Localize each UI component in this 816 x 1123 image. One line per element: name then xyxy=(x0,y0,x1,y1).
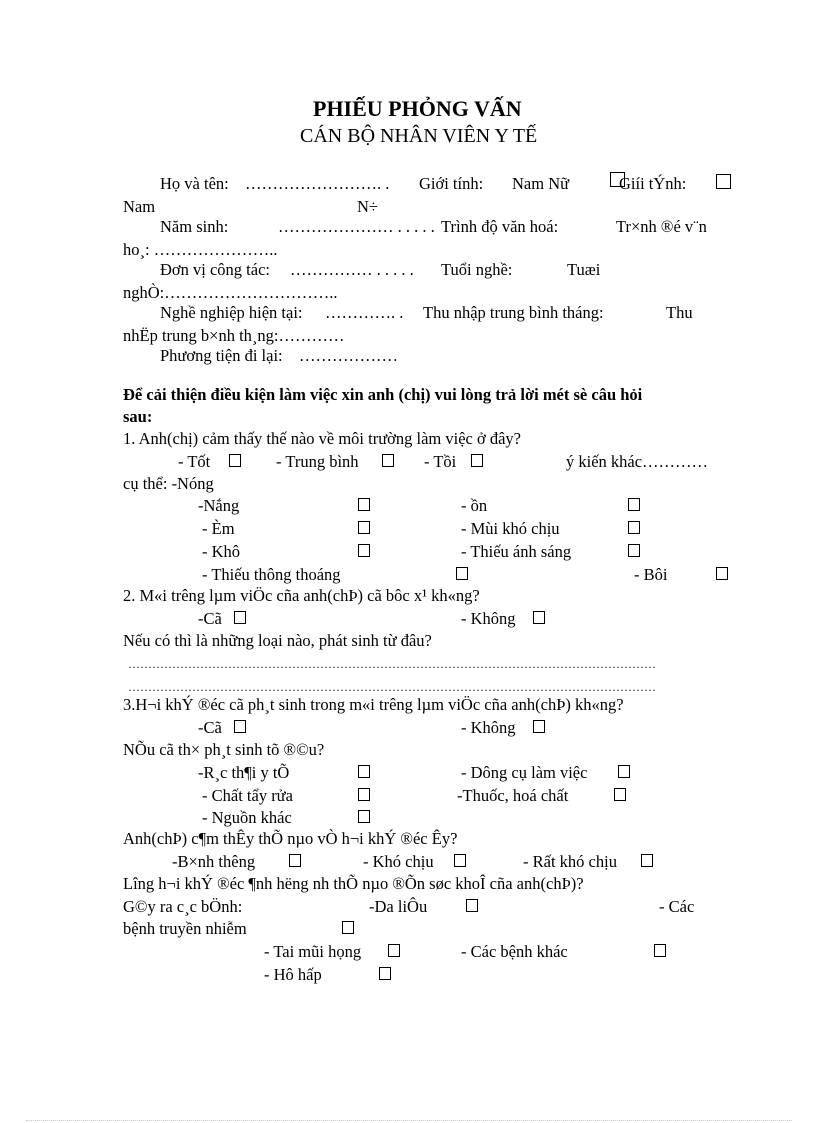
q3-source-tools: - Dông cụ làm việc xyxy=(461,763,588,782)
q3-effect-question: Lîng h¬i khÝ ®éc ¶nh hëng nh thÕ nµo ®Õn søc khoÎ cña anh(chÞ)? xyxy=(123,874,584,893)
q3-diseases-intro: G©y ra c¸c bÖnh: xyxy=(123,897,243,916)
q3-no-label: - Không xyxy=(461,718,516,737)
q3-source-medical-waste: -R¸c th¶i y tÕ xyxy=(198,763,290,782)
q1-dust-checkbox-icon[interactable] xyxy=(716,567,728,580)
intro-text-cont: sau: xyxy=(123,407,153,426)
gender-garbled-label: Giíi tÝnh: xyxy=(619,174,687,193)
q1-specific-label: cụ thể: -Nóng xyxy=(123,474,214,493)
q2-yes-label: -Cã xyxy=(198,609,222,628)
q1-noise-checkbox-icon[interactable] xyxy=(628,498,640,511)
q3-medical-waste-checkbox-icon[interactable] xyxy=(358,765,370,778)
q3-very-uncomfortable-checkbox-icon[interactable] xyxy=(641,854,653,867)
q3-other-disease-checkbox-icon[interactable] xyxy=(654,944,666,957)
q1-item-smell: - Mùi khó chịu xyxy=(461,519,560,538)
job-field[interactable]: …………. . xyxy=(325,303,404,322)
unit-label: Đơn vị công tác: xyxy=(160,260,270,279)
q2-yes-checkbox-icon[interactable] xyxy=(234,611,246,624)
page-subtitle: CÁN BỘ NHÂN VIÊN Y TẾ xyxy=(300,125,538,147)
q3-uncomfortable-checkbox-icon[interactable] xyxy=(454,854,466,867)
q3-drugs-checkbox-icon[interactable] xyxy=(614,788,626,801)
q3-disease-ent: - Tai mũi họng xyxy=(264,942,362,961)
income-label: Thu nhập trung bình tháng: xyxy=(423,303,604,322)
q3-disease-respiratory: - Hô hấp xyxy=(264,965,322,984)
q3-source-other: - Nguồn khác xyxy=(202,808,292,827)
seniority-garbled-label: Tuæi xyxy=(567,260,601,279)
q2-no-checkbox-icon[interactable] xyxy=(533,611,545,624)
gender-female-label: N÷ xyxy=(357,197,378,216)
job-label: Nghề nghiệp hiện tại: xyxy=(160,303,303,322)
q3-disease-dermatology: -Da liÔu xyxy=(369,897,428,916)
birth-label: Năm sinh: xyxy=(160,217,229,236)
page-bottom-divider xyxy=(26,1120,792,1121)
q1-other-opinion[interactable]: ý kiến khác………… xyxy=(566,452,709,471)
q3-source-detergent: - Chất tẩy rửa xyxy=(202,786,293,805)
q1-sunny-checkbox-icon[interactable] xyxy=(358,498,370,511)
gender-male-label: Nam xyxy=(123,197,156,216)
seniority-label: Tuổi nghề: xyxy=(441,260,513,279)
q1-item-dust: - Bôi xyxy=(634,565,668,584)
page-title: PHIẾU PHỎNG VẤN xyxy=(313,96,522,121)
q1-bad-checkbox-icon[interactable] xyxy=(471,454,483,467)
q2-answer-line-1[interactable]: …………………………………………………………………………………………………………………… xyxy=(128,658,656,670)
q3-source-question: NÕu cã th× ph¸t sinh tõ ®©u? xyxy=(123,740,325,759)
intro-text: Để cải thiện điều kiện làm việc xin anh (chị) vui lòng trả lời mét sè câu hỏi xyxy=(123,385,643,404)
transport-label: Phương tiện đi lại: xyxy=(160,346,283,365)
q1-option-average: - Trung bình xyxy=(276,452,359,471)
q3-disease-infectious: bệnh truyền nhiễm xyxy=(123,919,247,938)
q3-dermatology-checkbox-icon[interactable] xyxy=(466,899,478,912)
q3-normal-checkbox-icon[interactable] xyxy=(289,854,301,867)
gender-label: Giới tính: xyxy=(419,174,484,193)
income-garbled-label: Thu xyxy=(666,303,693,322)
q3-feeling-uncomfortable: - Khó chịu xyxy=(363,852,434,871)
q1-average-checkbox-icon[interactable] xyxy=(382,454,394,467)
q3-source-drugs: -Thuốc, hoá chất xyxy=(457,786,569,805)
q2-question: 2. M«i trêng lµm viÖc cña anh(chÞ) cã bôc x¹ kh«ng? xyxy=(123,586,480,605)
seniority-field[interactable]: nghÒ:………………………….. xyxy=(123,283,338,302)
q1-good-checkbox-icon[interactable] xyxy=(229,454,241,467)
q1-item-sunny: -Nắng xyxy=(198,496,240,515)
q3-yes-label: -Cã xyxy=(198,718,222,737)
q1-item-dry: - Khô xyxy=(202,542,241,561)
education-field[interactable]: ho¸: ………………….. xyxy=(123,240,278,259)
q1-calm-checkbox-icon[interactable] xyxy=(358,521,370,534)
q1-item-noise: - ồn xyxy=(461,496,488,515)
q1-lack-ventilation-checkbox-icon[interactable] xyxy=(456,567,468,580)
q3-infectious-checkbox-icon[interactable] xyxy=(342,921,354,934)
transport-field[interactable]: ……………… xyxy=(299,346,398,365)
unit-field[interactable]: …………… . . . . . xyxy=(290,260,414,279)
q3-other-source-checkbox-icon[interactable] xyxy=(358,810,370,823)
q3-feeling-question: Anh(chÞ) c¶m thÊy thÕ nµo vÒ h¬i khÝ ®éc Êy? xyxy=(123,829,458,848)
q3-detergent-checkbox-icon[interactable] xyxy=(358,788,370,801)
q3-disease-other-prefix: - Các xyxy=(659,897,695,916)
q3-feeling-normal: -B×nh thêng xyxy=(172,852,256,871)
q3-feeling-very-uncomfortable: - Rất khó chịu xyxy=(523,852,617,871)
q1-option-bad: - Tồi xyxy=(424,452,457,471)
q1-item-calm: - Èm xyxy=(202,519,235,538)
q1-lack-light-checkbox-icon[interactable] xyxy=(628,544,640,557)
name-field[interactable]: ……………………. . xyxy=(245,174,390,193)
q3-no-checkbox-icon[interactable] xyxy=(533,720,545,733)
income-field[interactable]: nhËp trung b×nh th¸ng:………… xyxy=(123,326,345,345)
gender-checkbox-2-icon[interactable] xyxy=(716,174,731,189)
q2-answer-line-2[interactable]: …………………………………………………………………………………………………………………… xyxy=(128,681,656,693)
q3-yes-checkbox-icon[interactable] xyxy=(234,720,246,733)
q1-dry-checkbox-icon[interactable] xyxy=(358,544,370,557)
q3-tools-checkbox-icon[interactable] xyxy=(618,765,630,778)
q3-respiratory-checkbox-icon[interactable] xyxy=(379,967,391,980)
education-label: Trình độ văn hoá: xyxy=(441,217,559,236)
education-garbled-label: Tr×nh ®é v¨n xyxy=(616,217,707,236)
q2-followup: Nếu có thì là những loại nào, phát sinh từ đâu? xyxy=(123,631,432,650)
q3-disease-other: - Các bệnh khác xyxy=(461,942,568,961)
q2-no-label: - Không xyxy=(461,609,516,628)
birth-field[interactable]: ………………… . . . . . xyxy=(278,217,435,236)
gender-options: Nam Nữ xyxy=(512,174,570,193)
q3-question: 3.H¬i khÝ ®éc cã ph¸t sinh trong m«i trêng lµm viÖc cña anh(chÞ) kh«ng? xyxy=(123,695,624,714)
q3-ent-checkbox-icon[interactable] xyxy=(388,944,400,957)
q1-question: 1. Anh(chị) cảm thấy thế nào về môi trường làm việc ở đây? xyxy=(123,429,521,448)
q1-option-good: - Tốt xyxy=(178,452,211,471)
name-label: Họ và tên: xyxy=(160,174,229,193)
q1-item-lack-light: - Thiếu ánh sáng xyxy=(461,542,572,561)
q1-smell-checkbox-icon[interactable] xyxy=(628,521,640,534)
q1-item-lack-ventilation: - Thiếu thông thoáng xyxy=(202,565,341,584)
